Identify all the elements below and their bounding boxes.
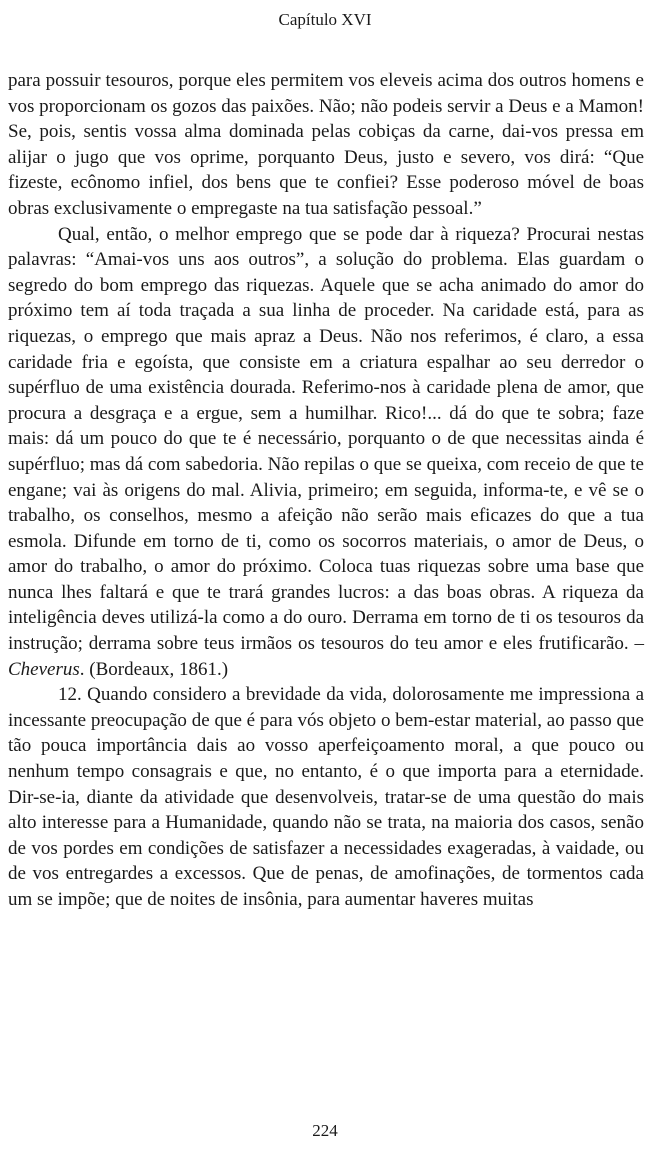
paragraph-2 — [8, 222, 644, 683]
paragraph-2-text: Qual, então, o melhor emprego que se pode dar à riqueza? Procurai nestas palavras: “Amai-vos uns aos outros”, a solução do problema. Elas guardam o segredo do bom emprego das riquezas. Aquele que se acha animado do amor do próximo tem aí toda traçada a sua linha de proceder. Na caridade está, para as riquezas, o emprego que mais apraz a Deus. Não nos referimos, é claro, a essa caridade fria e egoísta, que consiste em a criatura espalhar ao seu derredor o supérfluo de uma existência dourada. Referimo-nos à caridade plena de amor, que procura a desgraça e a ergue, sem a humilhar. Rico!... dá do que te sobra; faze mais: dá um pouco do que te é necessário, porquanto o de que necessitas ainda é supérfluo; mas dá com sabedoria. Não repilas o que se queixa, com receio de que te engane; vai às origens do mal. Alivia, primeiro; em seguida, informa-te, e vê se o trabalho, os conselhos, mesmo a afeição não serão mais eficazes do que a tua esmola. Difunde em torno de ti, como os socorros materiais, o amor de Deus, o amor do trabalho, o amor do próximo. Coloca tuas riquezas sobre uma base que nunca lhes faltará e que te trará grandes lucros: a das boas obras. A riqueza da inteligência deves utilizá-la como a do ouro. Derrama em torno de ti os tesouros da instrução; derrama sobre teus irmãos os tesouros do teu amor e eles frutificarão. – — [8, 223, 644, 655]
body-text — [8, 68, 644, 913]
running-head: Capítulo XVI — [278, 10, 372, 29]
paragraph-2-source: . (Bordeaux, 1861.) — [79, 658, 229, 680]
paragraph-3: 12. Quando considero a brevidade da vida, dolorosamente me impressiona a incessante preocupação de que é para vós objeto o bem-estar material, ao passo que tão pouca importância dais ao vosso aperfeiçoamento moral, a que pouco ou nenhum tempo consagrais e que, no entanto, é o que importa para a eternidade. Dir-se-ia, diante da atividade que desenvolveis, tratar-se de uma questão do mais alto interesse para a Humanidade, quando não se trata, na maioria dos casos, senão de vos pordes em condições de satisfazer a necessidades exageradas, à vaidade, ou de vos entregardes a excessos. Que de penas, de amofinações, de tormentos cada um se impõe; que de noites de insônia, para aumentar haveres muitas — [8, 684, 644, 910]
paragraph-1: para possuir tesouros, porque eles permitem vos eleveis acima dos outros homens e vos proporcionam os gozos das paixões. Não; não podeis servir a Deus e a Mamon! Se, pois, sentis vossa alma dominada pelas cobiças da carne, dai-vos pressa em alijar o jugo que vos oprime, porquanto Deus, justo e severo, vos dirá: “Que fizeste, ecônomo infiel, dos bens que te confiei? Esse poderoso móvel de boas obras exclusivamente o empregaste na tua satisfação pessoal.” — [8, 70, 644, 219]
paragraph-2-author: Cheverus — [8, 658, 80, 680]
page-number: 224 — [312, 1121, 338, 1140]
